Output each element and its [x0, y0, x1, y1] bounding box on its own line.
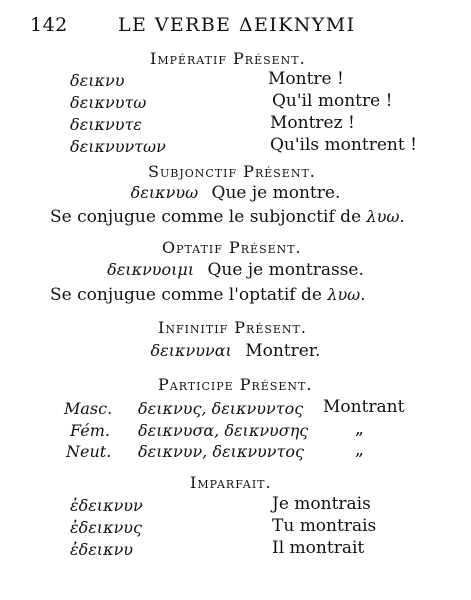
participe-french-2: „ — [355, 419, 364, 439]
subjonctif-line — [0, 183, 471, 203]
imperatif-french-2: Qu'il montre ! — [272, 91, 393, 111]
subjonctif-heading: Subjonctif Présent. — [148, 162, 316, 181]
imparfait-french-2: Tu montrais — [272, 516, 377, 536]
infinitif-greek: δεικνυναι — [150, 341, 232, 360]
imperatif-greek-2: δεικνυτω — [70, 93, 147, 112]
imperatif-french-3: Montrez ! — [270, 113, 355, 133]
page-number: 142 — [30, 14, 68, 36]
participe-greek-1: δεικνυς, δεικνυντος — [138, 399, 304, 418]
imperatif-heading: Impératif Présent. — [150, 49, 306, 68]
participe-gender-2: Fém. — [70, 421, 110, 440]
participe-french-3: „ — [355, 440, 364, 460]
subjonctif-note-greek: λυω. — [366, 207, 405, 226]
imperatif-greek-4: δεικνυντων — [70, 137, 166, 156]
optatif-note-greek: λυω. — [327, 285, 366, 304]
subjonctif-note-text: Se conjugue comme le subjonctif de — [50, 207, 362, 227]
imparfait-french-1: Je montrais — [272, 494, 371, 514]
optatif-note — [50, 285, 365, 305]
subjonctif-greek: δεικνυω — [130, 183, 199, 202]
imperatif-greek-3: δεικνυτε — [70, 115, 142, 134]
participe-gender-1: Masc. — [64, 399, 113, 418]
infinitif-line — [0, 341, 471, 361]
participe-french-1: Montrant — [323, 397, 405, 417]
participe-gender-3: Neut. — [66, 442, 112, 461]
imparfait-greek-1: ἐδεικνυν — [70, 496, 143, 515]
imparfait-french-3: Il montrait — [272, 538, 365, 558]
optatif-line — [0, 260, 471, 280]
imperatif-french-1: Montre ! — [268, 69, 344, 89]
participe-greek-2: δεικνυσα, δεικνυσης — [138, 421, 309, 440]
optatif-heading: Optatif Présent. — [162, 238, 302, 257]
imparfait-greek-3: ἐδεικνυ — [70, 540, 134, 559]
participe-heading: Participe Présent. — [158, 375, 313, 394]
page-title: LE VERBE ΔΕΙΚΝΥΜΙ — [118, 14, 356, 36]
infinitif-heading: Infinitif Présent. — [158, 318, 307, 337]
participe-greek-3: δεικνυν, δεικνυντος — [138, 442, 304, 461]
infinitif-french: Montrer. — [245, 341, 321, 361]
subjonctif-note — [50, 207, 405, 227]
imperatif-greek-1: δεικνυ — [70, 71, 125, 90]
optatif-note-text: Se conjugue comme l'optatif de — [50, 285, 322, 305]
imparfait-greek-2: ἐδεικνυς — [70, 518, 142, 537]
imparfait-heading: Imparfait. — [190, 473, 272, 492]
subjonctif-french: Que je montre. — [211, 183, 341, 203]
optatif-greek: δεικνυοιμι — [107, 260, 195, 279]
imperatif-french-4: Qu'ils montrent ! — [270, 135, 417, 155]
optatif-french: Que je montrasse. — [207, 260, 364, 280]
